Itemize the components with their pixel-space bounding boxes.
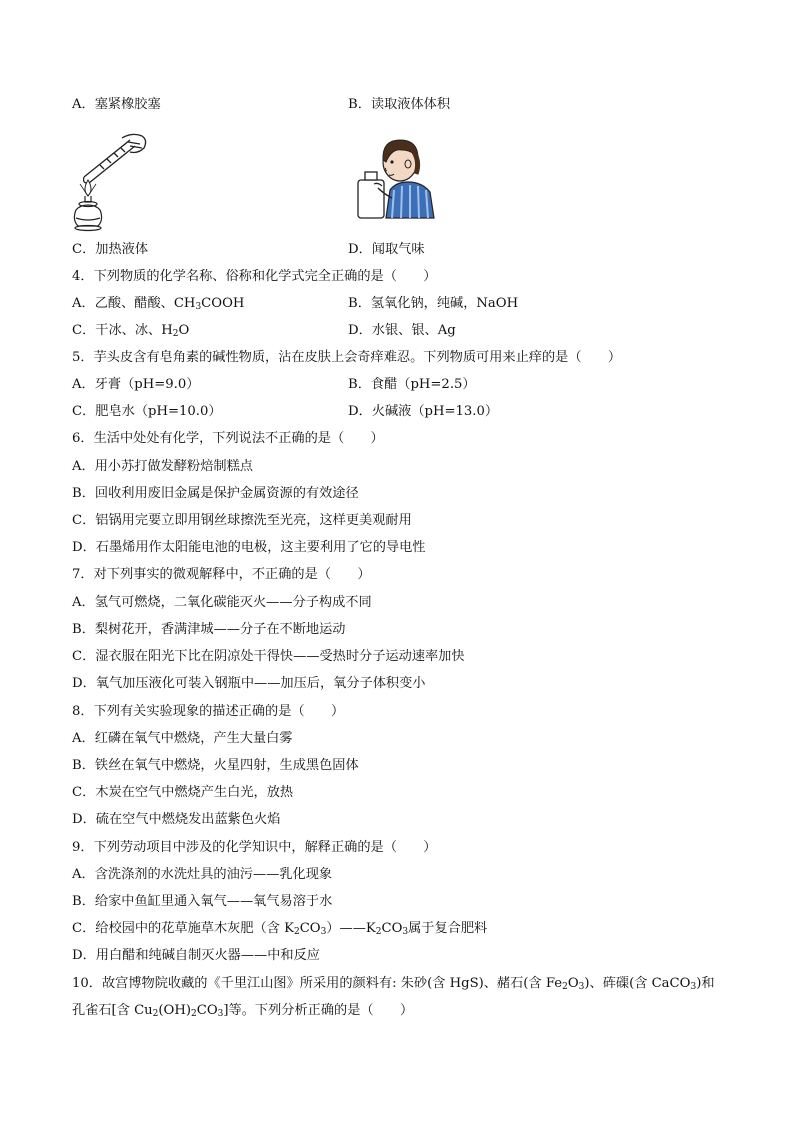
q5-option-d: D．火碱液（pH=13.0） [348,404,499,419]
q5-stem: 5．芋头皮含有皂角素的碱性物质，沾在皮肤上会奇痒难忍。下列物质可用来止痒的是（ ） [72,350,622,365]
q4-option-d: D．水银、银、Ag [348,323,456,338]
q5-option-c: C．肥皂水（pH=10.0） [72,404,222,419]
q8-option-b: B．铁丝在氧气中燃烧，火星四射，生成黑色固体 [72,758,359,773]
q6-option-a: A．用小苏打做发酵粉焙制糕点 [72,459,253,474]
q3-option-b: B．读取液体体积 [348,97,451,112]
q7-option-a: A．氢气可燃烧，二氧化碳能灭火——分子构成不同 [72,595,372,610]
q8-stem: 8．下列有关实验现象的描述正确的是（ ） [72,704,345,719]
q9-option-c: C．给校园中的花草施草木灰肥（含 $K_2CO_3)——K_2CO_3$属于复合肥料 [72,921,488,937]
q7-stem: 7．对下列事实的微观解释中，不正确的是（ ） [72,567,371,582]
q9-option-d: D．用白醋和纯碱自制灭火器——中和反应 [72,948,320,963]
q10-stem-line1: 10．故宫博物院收藏的《千里江山图》所采用的颜料有: 朱砂(含 HgS)、赭石(含 $Fe_2O_3$)、砗磲(含 CaCO$_3$)和 [72,976,715,992]
q3-option-c: C．加热液体 [72,242,149,257]
heating-liquid-figure [70,132,152,232]
q9-stem: 9．下列劳动项目中涉及的化学知识中，解释正确的是（ ） [72,840,437,855]
q10-stem-line2: 孔雀石[含 $Cu_2(OH)_2CO_3$]等。下列分析正确的是（ ） [72,1003,414,1019]
q5-option-a: A．牙膏（pH=9.0） [72,377,200,392]
q8-option-c: C．木炭在空气中燃烧产生白光，放热 [72,785,294,800]
q7-option-c: C．湿衣服在阳光下比在阴凉处干得快——受热时分子运动速率加快 [72,649,465,664]
q7-option-d: D．氧气加压液化可装入钢瓶中——加压后，氧分子体积变小 [72,676,426,691]
q9-option-b: B．给家中鱼缸里通入氧气——氧气易溶于水 [72,894,333,909]
q3-option-d: D．闻取气味 [348,242,425,257]
q8-option-d: D．硫在空气中燃烧发出蓝紫色火焰 [72,812,281,827]
q7-option-b: B．梨树花开，香满津城——分子在不断地运动 [72,622,346,637]
q8-option-a: A．红磷在氧气中燃烧，产生大量白雾 [72,731,293,746]
q6-option-b: B．回收利用废旧金属是保护金属资源的有效途径 [72,486,359,501]
q4-option-b: B．氢氧化钠，纯碱，NaOH [348,296,519,311]
q4-option-c: C．干冰、冰、$H_2O$ [72,323,190,339]
q5-option-b: B．食醋（pH=2.5） [348,377,476,392]
q6-stem: 6．生活中处处有化学，下列说法不正确的是（ ） [72,431,384,446]
q6-option-c: C．铝锅用完要立即用钢丝球擦洗至光亮，这样更美观耐用 [72,513,412,528]
q4-option-a: A．乙酸、醋酸、$CH_3COOH$ [72,296,245,312]
q6-option-d: D．石墨烯用作太阳能电池的电极，这主要利用了它的导电性 [72,540,426,555]
q4-stem: 4．下列物质的化学名称、俗称和化学式完全正确的是（ ） [72,269,437,284]
smelling-gas-figure [356,128,436,220]
q3-option-a: A．塞紧橡胶塞 [72,97,161,112]
q9-option-a: A．含洗涤剂的水洗灶具的油污——乳化现象 [72,867,333,882]
